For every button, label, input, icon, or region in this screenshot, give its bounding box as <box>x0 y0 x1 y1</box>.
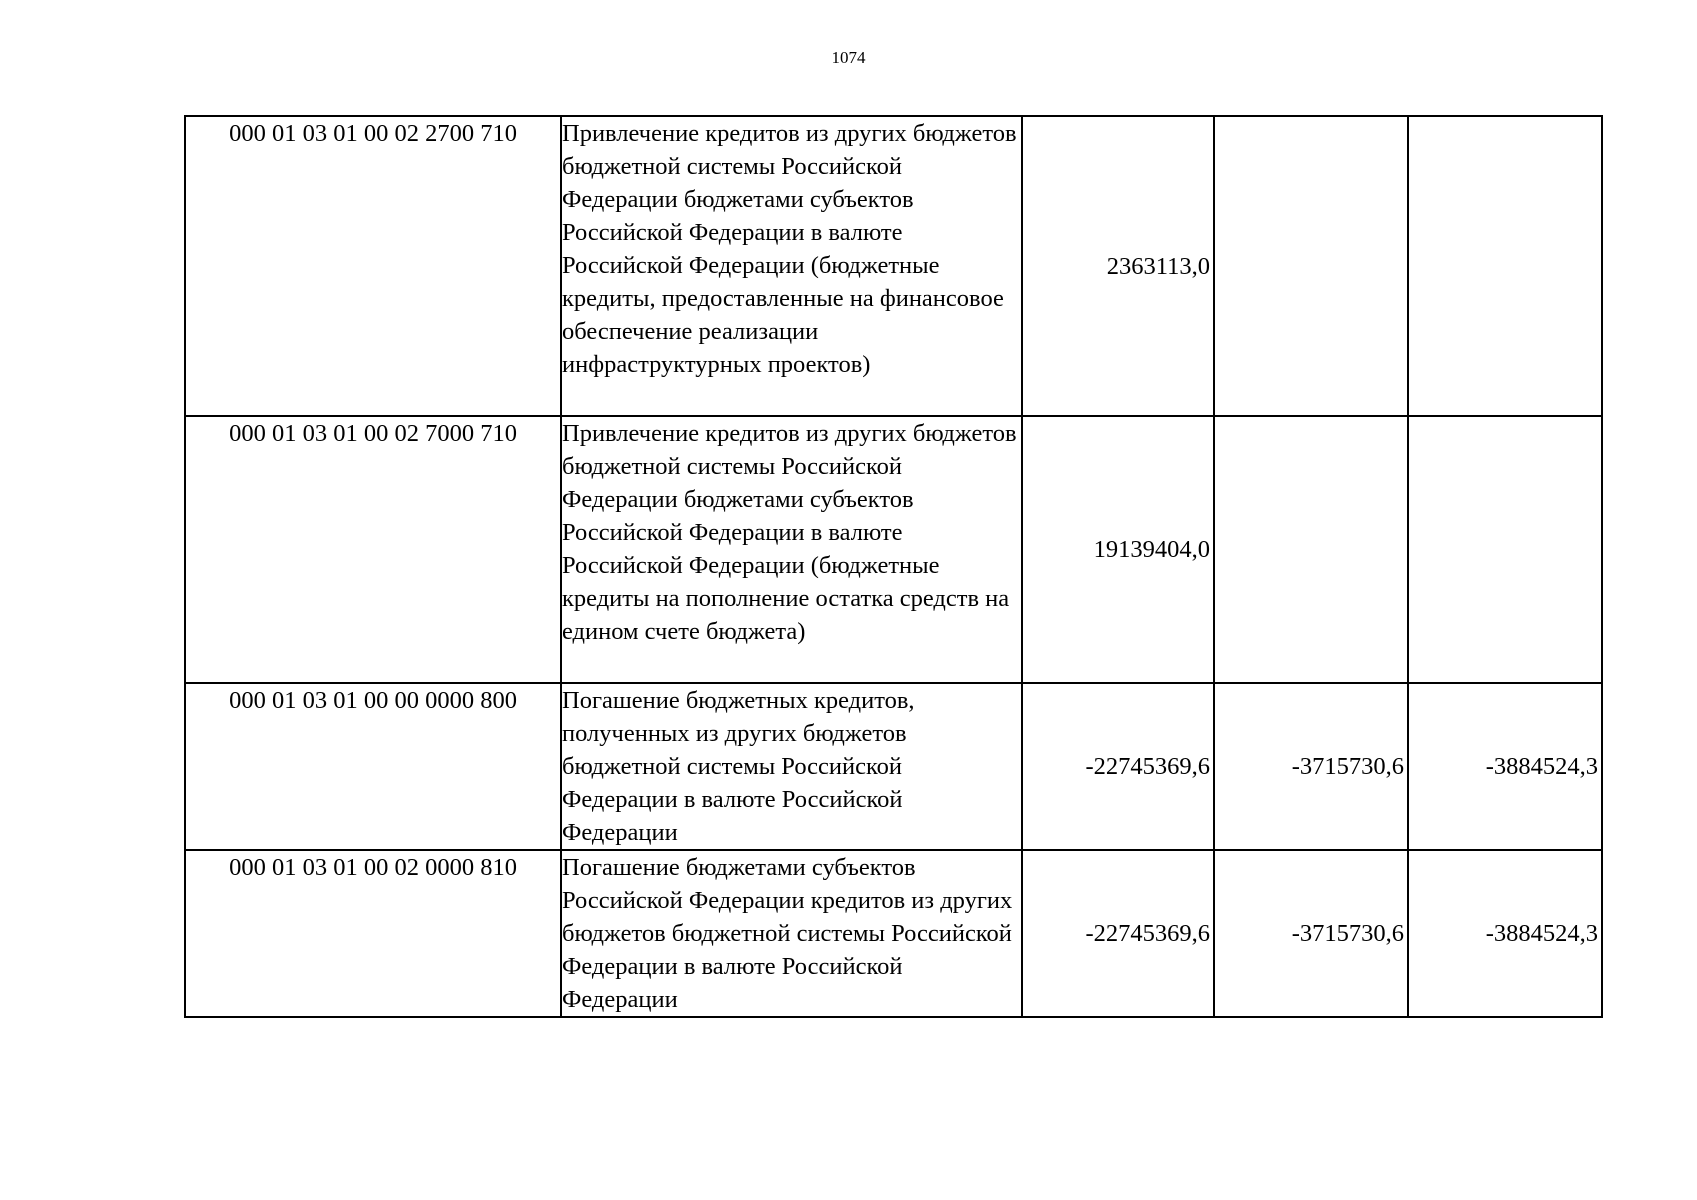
table-row <box>185 416 1602 683</box>
description-cell: Привлечение кредитов из других бюджетов бюджетной системы Российской Федерации бюджетами субъектов Российской Федерации в валюте Российской Федерации (бюджетные кредиты на пополнение остатка средств на едином счете бюджета) <box>561 416 1022 683</box>
description-cell: Привлечение кредитов из других бюджетов бюджетной системы Российской Федерации бюджетами субъектов Российской Федерации в валюте Российской Федерации (бюджетные кредиты, предоставленные на финансовое обеспечение реализации инфраструктурных проектов) <box>561 116 1022 416</box>
amount-year-2-cell: -3715730,6 <box>1214 683 1408 850</box>
amount-year-3-cell <box>1408 116 1602 416</box>
table-row <box>185 116 1602 416</box>
amount-year-3-cell <box>1408 416 1602 683</box>
amount-year-1-cell: 2363113,0 <box>1022 116 1214 416</box>
amount-year-3-cell: -3884524,3 <box>1408 683 1602 850</box>
amount-year-2-cell: -3715730,6 <box>1214 850 1408 1017</box>
page-number: 1074 <box>831 48 866 67</box>
amount-year-3-cell: -3884524,3 <box>1408 850 1602 1017</box>
budget-code-cell: 000 01 03 01 00 02 0000 810 <box>185 850 561 1017</box>
amount-year-2-cell <box>1214 416 1408 683</box>
budget-code-cell: 000 01 03 01 00 02 2700 710 <box>185 116 561 416</box>
description-cell: Погашение бюджетами субъектов Российской Федерации кредитов из других бюджетов бюджетной системы Российской Федерации в валюте Российской Федерации <box>561 850 1022 1017</box>
budget-code-cell: 000 01 03 01 00 02 7000 710 <box>185 416 561 683</box>
table-row <box>185 850 1602 1017</box>
amount-year-1-cell: -22745369,6 <box>1022 850 1214 1017</box>
amount-year-2-cell <box>1214 116 1408 416</box>
description-cell: Погашение бюджетных кредитов, полученных из других бюджетов бюджетной системы Российской Федерации в валюте Российской Федерации <box>561 683 1022 850</box>
amount-year-1-cell: 19139404,0 <box>1022 416 1214 683</box>
amount-year-1-cell: -22745369,6 <box>1022 683 1214 850</box>
table-row <box>185 683 1602 850</box>
budget-code-cell: 000 01 03 01 00 00 0000 800 <box>185 683 561 850</box>
budget-sources-table <box>184 115 1603 1018</box>
